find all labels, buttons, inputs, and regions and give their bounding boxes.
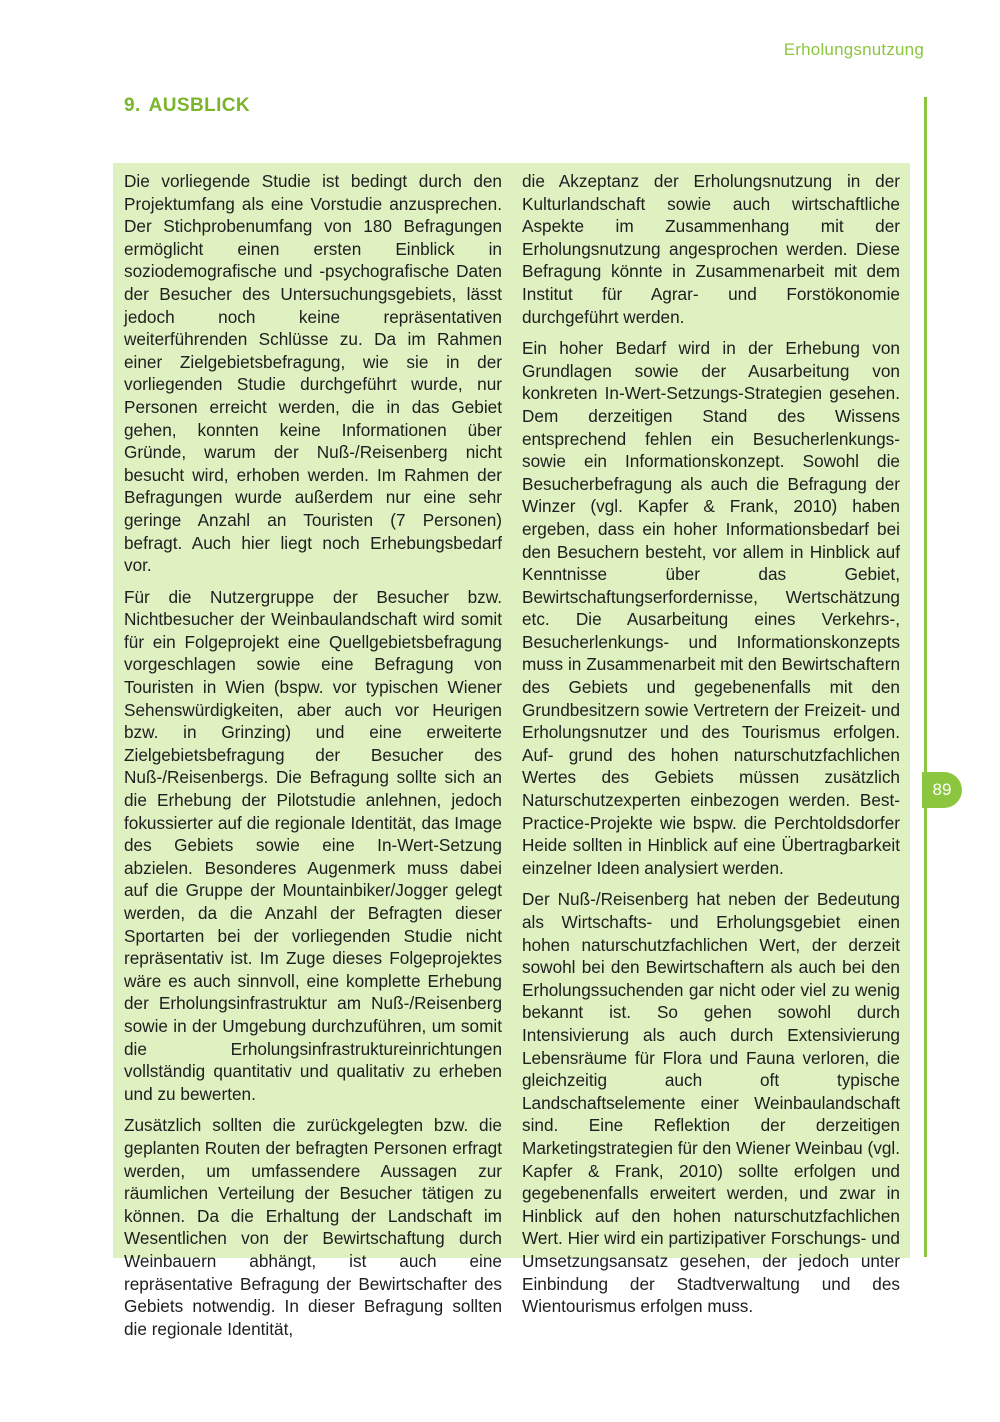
text-panel — [113, 163, 910, 1339]
paragraph: die Akzeptanz der Erholungsnutzung in der Kulturlandschaft sowie auch wirtschaftliche Aspekte im Zusammenhang mit der Erholungsnutzung angesprochen werden. Diese Befragung könnte in Zusammenarbeit mit dem Institut für Agrar- und Forstökonomie durchgeführt werden. — [522, 171, 900, 327]
paragraph: Die vorliegende Studie ist bedingt durch den Projektumfang als eine Vorstudie anzusprechen. Der Stichprobenumfang von 180 Befragungen ermöglicht einen ersten Einblick in soziodemografische und -psychografische Daten der Besucher des Untersuchungsgebiets, lässt jedoch noch keine repräsentativen weiterführenden Schlüsse zu. Da im Rahmen einer Zielgebietsbefragung, wie sie in der vorliegenden Studie durchgeführt wurde, nur Personen erreicht werden, die in das Gebiet gehen, konnten keine Informationen über Gründe, warum der Nuß-/Reisenberg nicht besucht wird, erhoben werden. Im Rahmen der Befragungen wurde außerdem nur eine sehr geringe Anzahl an Touristen (7 Personen) befragt. Auch hier liegt noch Erhebungsbedarf vor. — [124, 171, 502, 576]
page-number-tab: 89 — [922, 772, 962, 808]
section-heading — [124, 95, 250, 117]
paragraph: Ein hoher Bedarf wird in der Erhebung von Grundlagen sowie der Ausarbeitung von konkreten In-Wert-Setzungs-Strategien gesehen. Dem derzeitigen Stand des Wissens entsprechend fehlen ein Besucherlenkungs- sowie ein Informationskonzept. Sowohl die Besucherbefragung als auch die Befragung der Winzer (vgl. Kapfer & Frank, 2010) haben ergeben, dass ein hoher Informationsbedarf bei den Besuchern besteht, vor allem in Hinblick auf Kenntnisse über das Gebiet, Bewirtschaftungserfordernisse, Wertschätzung etc. Die Ausarbeitung eines Verkehrs-, Besucherlenkungs- und Informationskonzepts muss in Zusammenarbeit mit den Bewirtschaftern des Gebiets und gegebenenfalls mit den Grundbesitzern sowie Vertretern der Freizeit- und Erholungsnutzer und des Tourismus erfolgen. Auf- grund des hohen naturschutzfachlichen Wertes des Gebiets müssen zusätzlich Naturschutzexperten einbezogen werden. Best-Practice-Projekte wie bspw. die Perchtoldsdorfer Heide sollten in Hinblick auf eine Übertragbarkeit einzelner Ideen analysiert werden. — [522, 338, 900, 878]
paragraph: Für die Nutzergruppe der Besucher bzw. Nichtbesucher der Weinbaulandschaft wird somit für ein Folgeprojekt eine Quellgebietsbefragung vorgeschlagen sowie eine Befragung von Touristen in Wien (bspw. vor typischen Wiener Sehenswürdigkeiten, aber auch vor Heurigen bzw. in Grinzing) und eine erweiterte Zielgebietsbefragung der Besucher des Nuß-/Reisenbergs. Die Befragung sollte sich an die Erhebung der Pilotstudie anlehnen, jedoch fokussierter auf die regionale Identität, das Image des Gebiets sowie eine In-Wert-Setzung abzielen. Besonderes Augenmerk muss dabei auf die Gruppe der Mountainbiker/Jogger gelegt werden, da die Anzahl der Befragten dieser Sportarten bei der vorliegenden Studie nicht repräsentativ ist. Im Zuge dieses Folgeprojektes wäre es auch sinnvoll, eine komplette Erhebung der Erholungsinfrastruktur am Nuß-/Reisenberg sowie in der Umgebung durchzuführen, um somit die Erholungsinfrastruktureinrichtungen vollständig quantitativ und qualitativ zu erheben und zu bewerten. — [124, 586, 502, 1104]
right-column — [522, 170, 900, 1317]
running-header: Erholungsnutzung — [783, 40, 924, 59]
side-rule-divider — [924, 97, 927, 1257]
section-number: 9. — [124, 95, 141, 116]
section-title: AUSBLICK — [148, 95, 251, 116]
left-column — [124, 170, 502, 1339]
paragraph: Zusätzlich sollten die zurückgelegten bzw. die geplanten Routen der befragten Personen erfragt werden, um umfassendere Aussagen zur räumlichen Verteilung der Besucher tätigen zu können. Da die Erhaltung der Landschaft im Wesentlichen von der Bewirtschaftung durch Weinbauern abhängt, ist auch eine repräsentative Befragung der Bewirtschafter des Gebiets notwendig. In dieser Befragung sollten die regionale Identität, — [124, 1115, 502, 1339]
paragraph: Der Nuß-/Reisenberg hat neben der Bedeutung als Wirtschafts- und Erholungsgebiet einen hohen naturschutzfachlichen Wert, der derzeit sowohl bei den Bewirtschaftern als auch bei den Erholungssuchenden gar nicht oder viel zu wenig bekannt ist. So gehen sowohl durch Intensivierung als auch durch Extensivierung Lebensräume für Flora und Fauna verloren, die gleichzeitig auch oft typische Landschaftselemente einer Weinbaulandschaft sind. Eine Reflektion der derzeitigen Marketingstrategien für den Wiener Weinbau (vgl. Kapfer & Frank, 2010) sollte erfolgen und gegebenenfalls erweitert werden, und zwar in Hinblick auf den hohen naturschutzfachlichen Wert. Hier wird ein partizipativer Forschungs- und Umsetzungsansatz gesehen, der jedoch unter Einbindung der Stadtverwaltung und des Wientourismus erfolgen muss. — [522, 889, 900, 1317]
